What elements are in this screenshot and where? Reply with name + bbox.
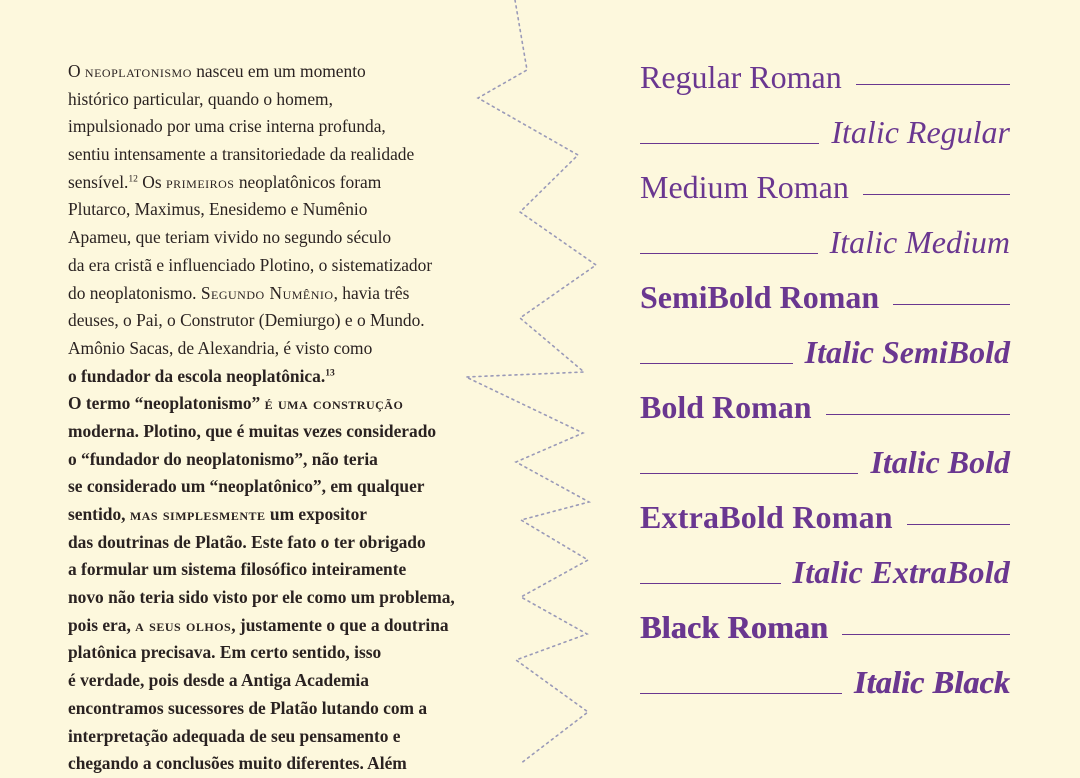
specimen-italic-regular bbox=[640, 107, 1010, 157]
specimen-italic-medium bbox=[640, 217, 1010, 267]
text-segment: , justamente o que a doutrina bbox=[231, 614, 449, 635]
text-segment: novo não teria sido visto por ele como um problema, bbox=[68, 587, 455, 608]
specimen-rule bbox=[842, 634, 1010, 635]
footnote-marker: 12 bbox=[128, 173, 138, 185]
specimen-rule bbox=[640, 693, 842, 694]
specimen-rule bbox=[640, 253, 818, 254]
text-line bbox=[68, 723, 538, 751]
text-segment: sentido, bbox=[68, 504, 130, 524]
text-segment: Apameu, que teriam vivido no segundo século bbox=[68, 227, 392, 248]
specimen-label: Italic Regular bbox=[831, 113, 1010, 150]
text-line bbox=[68, 307, 538, 335]
text-segment: é verdade, pois desde a Antiga Academia bbox=[68, 670, 369, 691]
specimen-rule bbox=[640, 363, 793, 364]
text-segment: das doutrinas de Platão. Este fato o ter obrigado bbox=[68, 531, 426, 552]
specimen-regular-roman bbox=[640, 52, 1010, 102]
text-line bbox=[68, 584, 538, 612]
small-caps-text: mas simplesmente bbox=[129, 504, 266, 524]
specimen-label: Medium Roman bbox=[640, 168, 849, 205]
specimen-label: Italic Black bbox=[853, 663, 1010, 700]
specimen-label: Bold Roman bbox=[640, 388, 812, 425]
footnote-marker: 13 bbox=[325, 366, 335, 378]
text-segment: sentiu intensamente a transitoriedade da realidade bbox=[68, 144, 415, 165]
text-segment: da era cristã e influenciado Plotino, o sistematizador bbox=[68, 254, 433, 275]
text-segment: do neoplatonismo. bbox=[68, 282, 201, 303]
text-line bbox=[68, 501, 538, 529]
text-segment: deuses, o Pai, o Construtor (Demiurgo) e o Mundo. bbox=[68, 310, 425, 331]
small-caps-text: primeiros bbox=[165, 171, 235, 192]
text-line bbox=[68, 58, 538, 86]
small-caps-text: é uma construção bbox=[264, 393, 404, 414]
specimen-italic-black bbox=[640, 657, 1010, 707]
specimen-rule bbox=[893, 304, 1010, 305]
specimen-medium-roman bbox=[640, 162, 1010, 212]
text-line bbox=[68, 363, 538, 391]
text-line bbox=[68, 390, 538, 418]
text-line bbox=[68, 196, 538, 224]
text-segment: o fundador da escola neoplatônica. bbox=[68, 365, 326, 386]
text-line bbox=[68, 169, 538, 197]
specimen-italic-semibold bbox=[640, 327, 1010, 377]
text-segment: Plutarco, Maximus, Enesidemo e Numênio bbox=[68, 199, 368, 220]
text-line bbox=[68, 750, 538, 778]
text-segment: nasceu em um momento bbox=[191, 61, 366, 81]
small-caps-text: a seus olhos bbox=[135, 614, 232, 635]
small-caps-text: neoplatonismo bbox=[84, 61, 192, 81]
text-line bbox=[68, 418, 538, 446]
text-line bbox=[68, 473, 538, 501]
text-segment: O termo “neoplatonismo” bbox=[68, 393, 265, 414]
text-segment: platônica precisava. Em certo sentido, isso bbox=[68, 642, 382, 663]
text-line bbox=[68, 612, 538, 640]
specimen-italic-extrabold bbox=[640, 547, 1010, 597]
text-segment: encontramos sucessores de Platão lutando com a bbox=[68, 697, 428, 718]
specimen-label: Italic Medium bbox=[829, 223, 1010, 260]
text-segment: histórico particular, quando o homem, bbox=[68, 88, 333, 109]
specimen-bold-roman bbox=[640, 382, 1010, 432]
text-line bbox=[68, 639, 538, 667]
specimen-rule bbox=[907, 524, 1010, 525]
text-segment: se considerado um “neoplatônico”, em qualquer bbox=[68, 476, 425, 497]
specimen-rule bbox=[863, 194, 1010, 195]
specimen-label: Italic ExtraBold bbox=[792, 553, 1010, 590]
specimen-label: Regular Roman bbox=[640, 58, 842, 95]
specimen-black-roman bbox=[640, 602, 1010, 652]
text-segment: O bbox=[68, 61, 85, 81]
specimen-italic-bold bbox=[640, 437, 1010, 487]
specimen-label: ExtraBold Roman bbox=[640, 498, 893, 535]
text-segment: sensível. bbox=[68, 171, 129, 192]
specimen-label: Black Roman bbox=[640, 608, 828, 645]
text-segment: Os bbox=[137, 171, 166, 192]
text-segment: o “fundador do neoplatonismo”, não teria bbox=[68, 448, 378, 469]
text-segment: Amônio Sacas, de Alexandria, é visto como bbox=[68, 337, 373, 358]
text-line bbox=[68, 280, 538, 308]
specimen-rule bbox=[856, 84, 1010, 85]
text-line bbox=[68, 224, 538, 252]
small-caps-text: Segundo Numênio bbox=[200, 282, 334, 303]
specimen-extrabold-roman bbox=[640, 492, 1010, 542]
text-line bbox=[68, 529, 538, 557]
specimen-label: Italic SemiBold bbox=[804, 333, 1010, 370]
text-segment: moderna. Plotino, que é muitas vezes considerado bbox=[68, 420, 437, 441]
text-segment: interpretação adequada de seu pensamento e bbox=[68, 725, 401, 746]
text-segment: a formular um sistema filosófico inteiramente bbox=[68, 559, 407, 580]
specimen-label: Italic Bold bbox=[870, 443, 1010, 480]
text-line bbox=[68, 556, 538, 584]
specimen-rule bbox=[640, 583, 781, 584]
text-segment: impulsionado por uma crise interna profunda, bbox=[68, 116, 386, 137]
body-text bbox=[68, 58, 538, 778]
specimen-rule bbox=[640, 143, 819, 144]
text-line bbox=[68, 335, 538, 363]
text-segment: chegando a conclusões muito diferentes. Além bbox=[68, 753, 407, 774]
specimen-semibold-roman bbox=[640, 272, 1010, 322]
text-line bbox=[68, 252, 538, 280]
specimen-rule bbox=[640, 473, 858, 474]
text-segment: , havia três bbox=[333, 282, 410, 303]
text-line bbox=[68, 695, 538, 723]
text-segment: um expositor bbox=[265, 504, 367, 524]
text-line bbox=[68, 446, 538, 474]
text-line bbox=[68, 141, 538, 169]
text-segment: pois era, bbox=[68, 614, 136, 635]
text-segment: neoplatônicos foram bbox=[234, 171, 382, 192]
text-line bbox=[68, 667, 538, 695]
specimen-rule bbox=[826, 414, 1010, 415]
text-line bbox=[68, 86, 538, 114]
specimen-label: SemiBold Roman bbox=[640, 278, 880, 315]
text-line bbox=[68, 113, 538, 141]
